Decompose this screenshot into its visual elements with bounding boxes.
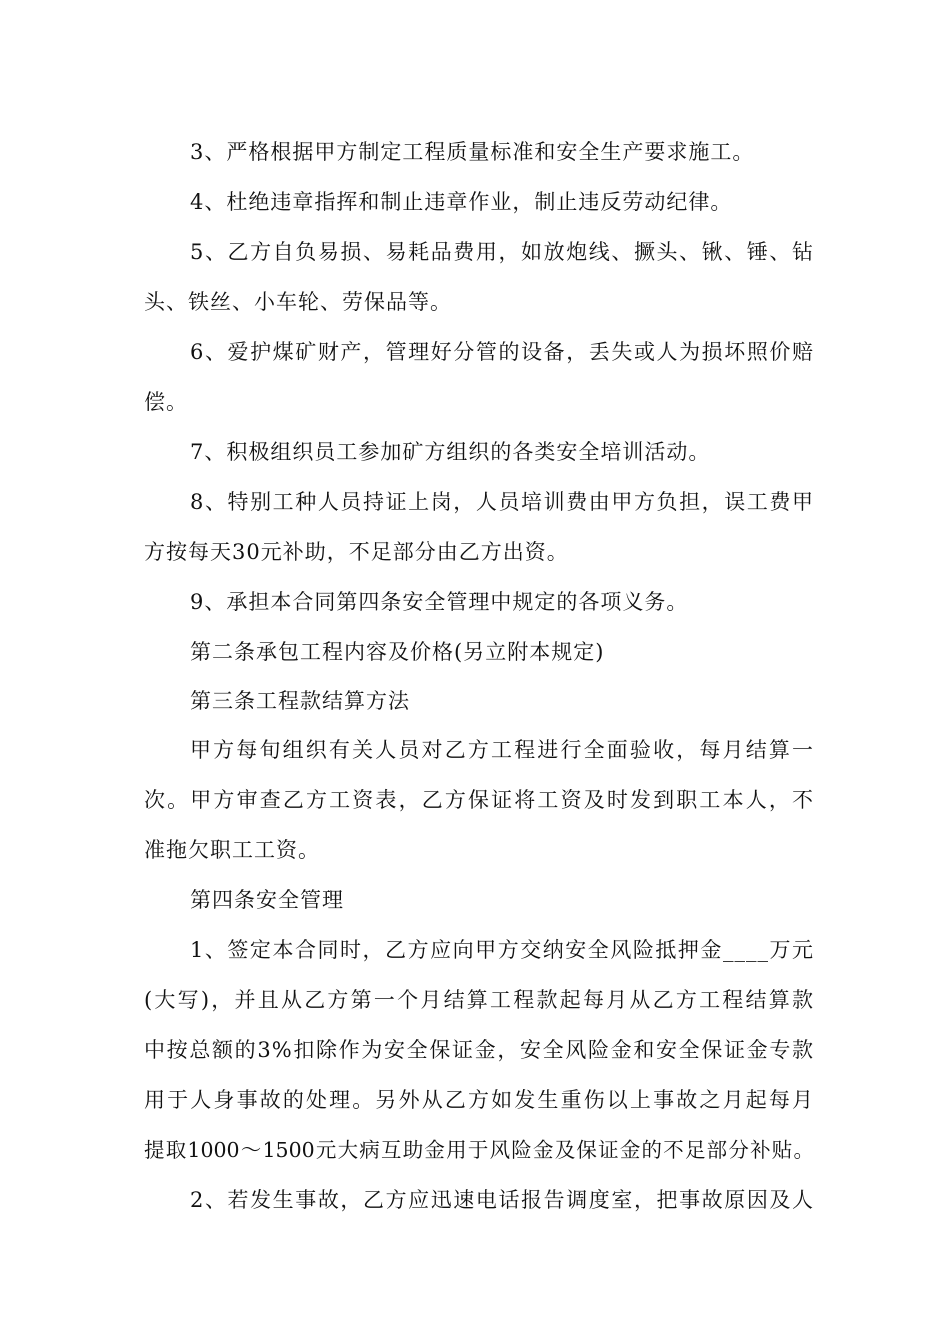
- paragraph-line: 8、特别工种人员持证上岗，人员培训费由甲方负担，误工费甲: [190, 490, 814, 514]
- paragraph-line: 4、杜绝违章指挥和制止违章作业，制止违反劳动纪律。: [190, 190, 733, 214]
- paragraph-line: 甲方每旬组织有关人员对乙方工程进行全面验收，每月结算一: [190, 738, 814, 762]
- section-heading: 第四条安全管理: [190, 888, 344, 912]
- paragraph-line: 偿。: [144, 390, 188, 414]
- paragraph-line: 6、爱护煤矿财产，管理好分管的设备，丢失或人为损坏照价赔: [190, 340, 814, 364]
- paragraph-line: 2、若发生事故，乙方应迅速电话报告调度室，把事故原因及人: [190, 1188, 814, 1212]
- paragraph-line: 提取1000～1500元大病互助金用于风险金及保证金的不足部分补贴。: [144, 1138, 814, 1162]
- paragraph-line: 9、承担本合同第四条安全管理中规定的各项义务。: [190, 590, 689, 614]
- paragraph-line: 1、签定本合同时，乙方应向甲方交纳安全风险抵押金____万元: [190, 938, 814, 962]
- paragraph-line: 头、铁丝、小车轮、劳保品等。: [144, 290, 452, 314]
- paragraph-line: 3、严格根据甲方制定工程质量标准和安全生产要求施工。: [190, 140, 755, 164]
- paragraph-line: 准拖欠职工工资。: [144, 838, 320, 862]
- paragraph-line: 方按每天30元补助，不足部分由乙方出资。: [144, 540, 569, 564]
- section-heading: 第三条工程款结算方法: [190, 689, 410, 713]
- paragraph-line: 次。甲方审查乙方工资表，乙方保证将工资及时发到职工本人，不: [144, 788, 814, 812]
- paragraph-line: 5、乙方自负易损、易耗品费用，如放炮线、撅头、锹、锤、钻: [190, 240, 814, 264]
- section-heading: 第二条承包工程内容及价格(另立附本规定): [190, 640, 605, 664]
- paragraph-line: 用于人身事故的处理。另外从乙方如发生重伤以上事故之月起每月: [144, 1088, 814, 1112]
- paragraph-line: (大写)，并且从乙方第一个月结算工程款起每月从乙方工程结算款: [144, 988, 814, 1012]
- paragraph-line: 中按总额的3%扣除作为安全保证金，安全风险金和安全保证金专款: [144, 1038, 814, 1062]
- paragraph-line: 7、积极组织员工参加矿方组织的各类安全培训活动。: [190, 440, 711, 464]
